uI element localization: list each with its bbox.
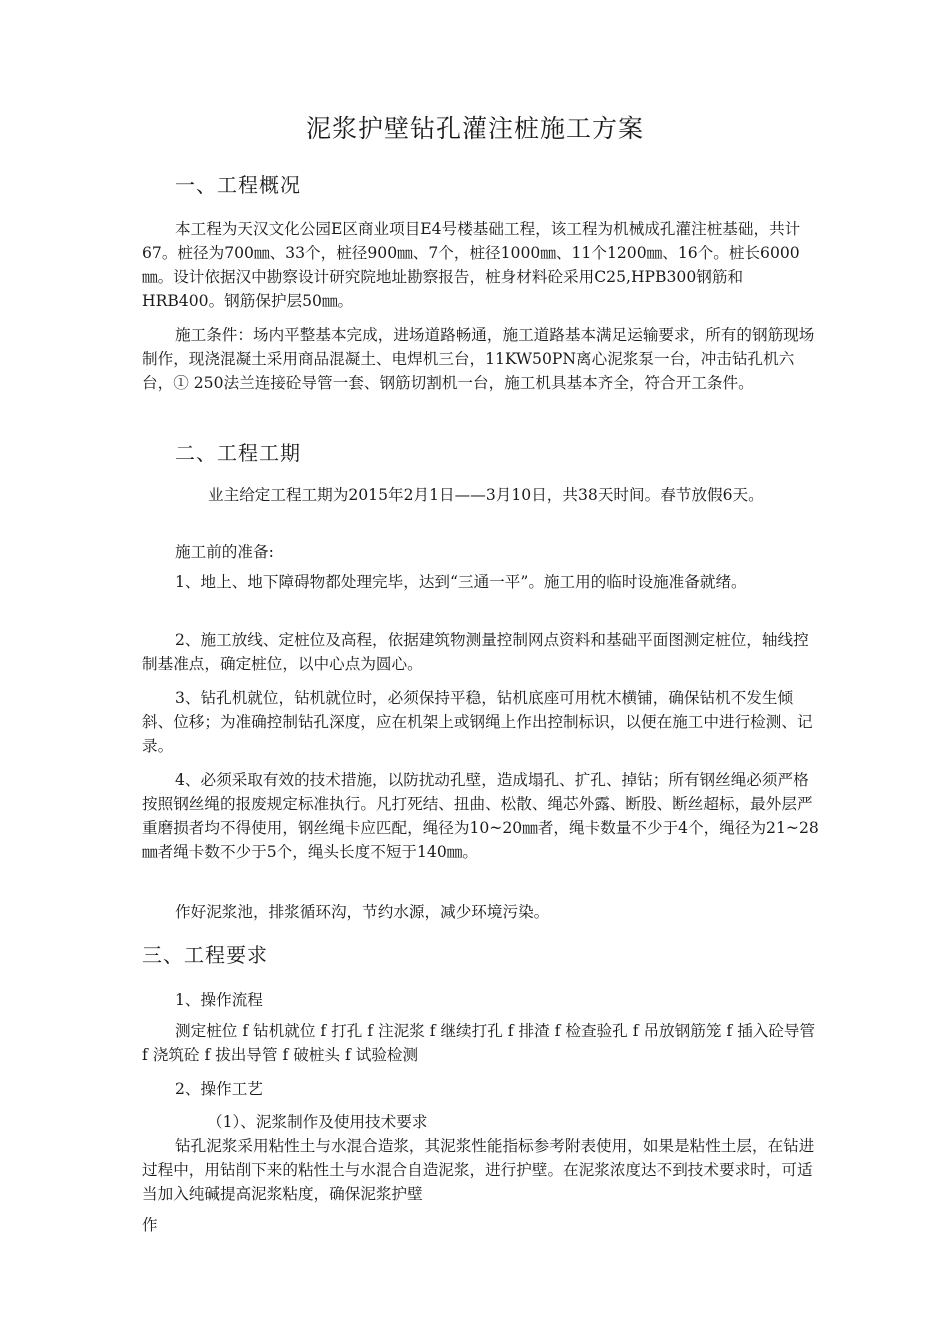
- mud-requirements-paragraph: 钻孔泥浆采用粘性土与水混合造浆，其泥浆性能指标参考附表使用，如果是粘性土层，在钻进过程中，用钻削下来的粘性土与水混合自造泥浆，进行护壁。在泥浆浓度达不到技术要求时，可适当加入纯碱提高泥浆粘度，确保泥浆护壁: [142, 1137, 815, 1203]
- operation-flow-text: 测定桩位 f 钻机就位 f 打孔 f 注泥浆 f 继续打孔 f 排渣 f 检查验孔 f 吊放钢筋笼 f 插入砼导管 f 浇筑砼 f 拔出导管 f 破桩头 f 试验检测: [142, 1022, 816, 1064]
- subheading-mud-requirements: （1）、泥浆制作及使用技术要求: [207, 1113, 428, 1131]
- section-heading-overview: 一、工程概况: [175, 173, 301, 197]
- preparation-item-3: 3、钻孔机就位，钻机就位时，必须保持平稳，钻机底座可用枕木横铺，确保钻机不发生倾斜、位移；为准确控制钻孔深度，应在机架上或钢绳上作出控制标识，以便在施工中进行检测、记录。: [142, 689, 813, 755]
- mud-pit-paragraph: 作好泥浆池，排浆循环沟，节约水源，减少环境污染。: [175, 903, 550, 921]
- preparation-item-4: 4、必须采取有效的技术措施，以防扰动孔壁，造成塌孔、扩孔、掉钻；所有钢丝绳必须严格按照钢丝绳的报废规定标准执行。凡打死结、扭曲、松散、绳芯外露、断股、断丝超标，最外层严重磨损者均不得使用，钢丝绳卡应匹配，绳径为10~20㎜者，绳卡数量不少于4个，绳径为21~28㎜者绳卡数不少于5个，绳头长度不短于140㎜。: [142, 771, 819, 861]
- subheading-operation-flow: 1、操作流程: [175, 991, 263, 1009]
- overview-paragraph-2: 施工条件：场内平整基本完成，进场道路畅通，施工道路基本满足运输要求，所有的钢筋现场制作，现浇混凝土采用商品混凝土、电焊机三台，11KW50PN离心泥浆泵一台，冲击钻孔机六台，① 250法兰连接砼导管一套、钢筋切割机一台，施工机具基本齐全，符合开工条件。: [142, 326, 815, 392]
- preparation-item-2: 2、施工放线、定桩位及高程，依据建筑物测量控制网点资料和基础平面图测定桩位，轴线控制基准点，确定桩位，以中心点为圆心。: [142, 631, 809, 673]
- section-heading-requirements: 三、工程要求: [142, 943, 268, 967]
- section-heading-schedule: 二、工程工期: [175, 441, 301, 465]
- subheading-operation-process: 2、操作工艺: [175, 1080, 263, 1098]
- document-title: 泥浆护壁钻孔灌注桩施工方案: [305, 114, 644, 143]
- schedule-paragraph: 业主给定工程工期为2015年2月1日——3月10日，共38天时间。春节放假6天。: [208, 486, 764, 504]
- overview-paragraph-1: 本工程为天汉文化公园E区商业项目E4号楼基础工程，该工程为机械成孔灌注桩基础，共计67。桩径为700㎜、33个，桩径900㎜、7个，桩径1000㎜、11个1200㎜、16个。桩长6000㎜。设计依据汉中勘察设计研究院地址勘察报告，桩身材料砼采用C25,HPB300钢筋和HRB400。钢筋保护层50㎜。: [142, 220, 801, 310]
- preparation-heading: 施工前的准备:: [175, 543, 274, 561]
- preparation-item-1: 1、地上、地下障碍物都处理完毕，达到“三通一平”。施工用的临时设施准备就绪。: [175, 573, 747, 591]
- paragraph-continuation: 作: [142, 1216, 158, 1234]
